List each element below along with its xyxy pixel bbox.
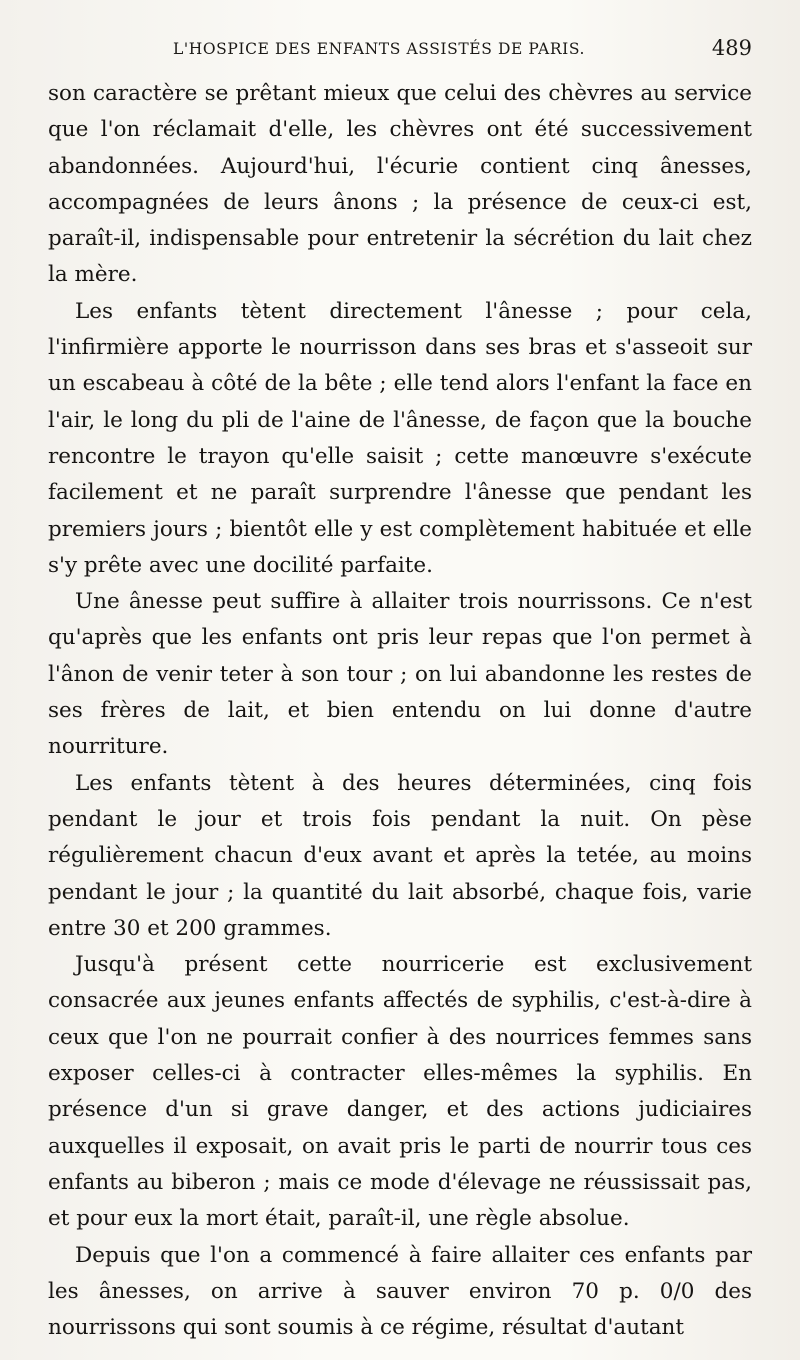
paragraph: Les enfants tètent à des heures déterminées, cinq fois pendant le jour et trois fois pendant la nuit. On pèse régulièrement chacun d'eux avant et après la tetée, au moins pendant le jour ; la quantité du lait absorbé, chaque fois, varie entre 30 et 200 grammes.	[48, 770, 752, 941]
page-number: 489	[711, 36, 752, 60]
paragraph: Les enfants tètent directement l'ânesse ; pour cela, l'infirmière apporte le nourrisson dans ses bras et s'asseoit sur un escabeau à côté de la bête ; elle tend alors l'enfant la face en l'air, le long du pli de l'aine de l'ânesse, de façon que la bouche rencontre le trayon qu'elle saisit ; cette manœuvre s'exécute facilement et ne paraît surprendre l'ânesse que pendant les premiers jours ; bientôt elle y est complètement habituée et elle s'y prête avec une docilité parfaite.	[48, 298, 752, 578]
paragraph: Une ânesse peut suffire à allaiter trois nourrissons. Ce n'est qu'après que les enfants ont pris leur repas que l'on permet à l'ânon de venir teter à son tour ; on lui abandonne les restes de ses frères de lait, et bien entendu on lui donne d'autre nourriture.	[48, 589, 752, 760]
paragraph: son caractère se prêtant mieux que celui des chèvres au service que l'on réclamait d'elle, les chèvres ont été successivement abandonnées. Aujourd'hui, l'écurie contient cinq ânesses, accompagnées de leurs ânons ; la présence de ceux-ci est, paraît-il, indispensable pour entretenir la sécrétion du lait chez la mère.	[48, 81, 752, 288]
body-text	[48, 76, 752, 1346]
paragraph: Depuis que l'on a commencé à faire allaiter ces enfants par les ânesses, on arrive à sauver environ 70 p. 0/0 des nourrissons qui sont soumis à ce régime, résultat d'autant	[48, 1242, 752, 1341]
running-head: L'HOSPICE DES ENFANTS ASSISTÉS DE PARIS.	[173, 40, 586, 58]
paragraph: Jusqu'à présent cette nourricerie est exclusivement consacrée aux jeunes enfants affectés de syphilis, c'est-à-dire à ceux que l'on ne pourrait confier à des nourrices femmes sans exposer celles-ci à contracter elles-mêmes la syphilis. En présence d'un si grave danger, et des actions judiciaires auxquelles il exposait, on avait pris le parti de nourrir tous ces enfants au biberon ; mais ce mode d'élevage ne réussissait pas, et pour eux la mort était, paraît-il, une règle absolue.	[48, 952, 752, 1232]
page-header	[48, 36, 752, 66]
